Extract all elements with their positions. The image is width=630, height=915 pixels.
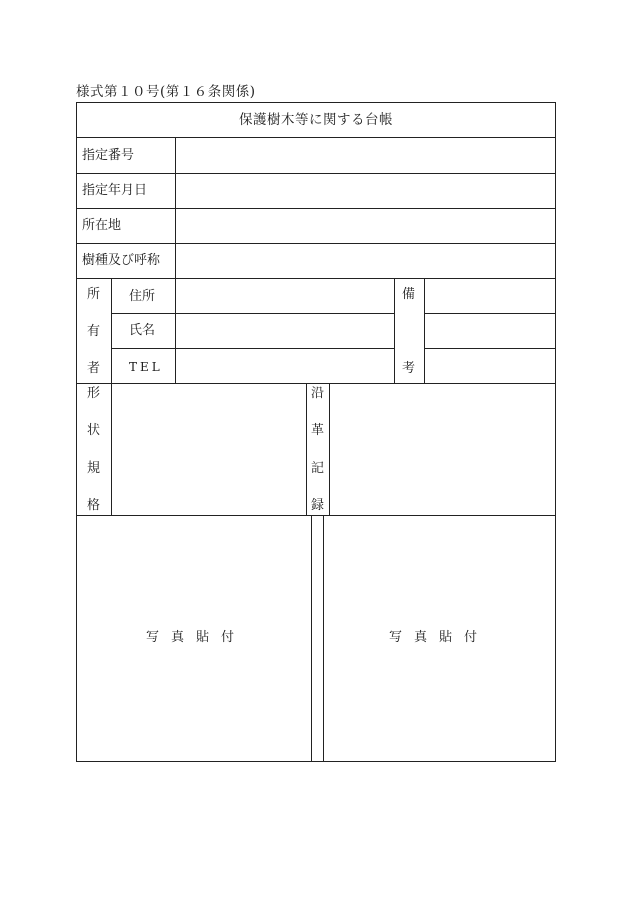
owner-heading-char: 者 (87, 361, 101, 376)
location-label: 所在地 (82, 218, 122, 233)
grid-line (311, 515, 312, 762)
grid-line (323, 515, 324, 762)
grid-line (111, 348, 394, 349)
grid-line (76, 137, 556, 138)
grid-line (111, 278, 112, 383)
history-record-char: 沿 (311, 386, 325, 401)
photo-placeholder-left: 写真貼付 (145, 630, 246, 645)
shape-spec-char: 格 (87, 498, 101, 513)
owner-tel-label: TEL (129, 360, 163, 374)
owner-address-label: 住所 (129, 289, 156, 304)
species-name-label: 樹種及び呼称 (82, 253, 161, 268)
history-record-char: 録 (311, 498, 325, 513)
photo-placeholder-right: 写真貼付 (388, 630, 489, 645)
grid-line (76, 278, 556, 279)
shape-spec-char: 形 (87, 386, 101, 401)
designation-date-label: 指定年月日 (82, 183, 148, 198)
form-number: 様式第１０号(第１６条関係) (76, 84, 256, 100)
grid-line (76, 173, 556, 174)
grid-line (306, 383, 307, 515)
grid-line (76, 383, 556, 384)
grid-line (394, 278, 395, 383)
grid-line (111, 383, 112, 515)
grid-line (76, 208, 556, 209)
history-record-char: 記 (311, 461, 325, 476)
history-record-char: 革 (311, 423, 325, 438)
owner-heading-char: 有 (87, 324, 101, 339)
remarks-char: 備 (402, 287, 416, 302)
grid-line (175, 137, 176, 278)
grid-line (424, 278, 425, 383)
grid-line (111, 313, 394, 314)
grid-line (424, 348, 556, 349)
grid-line (329, 383, 330, 515)
remarks-char: 考 (402, 361, 416, 376)
tree-ledger-form (76, 102, 556, 762)
grid-line (175, 278, 176, 383)
grid-line (424, 313, 556, 314)
designation-number-label: 指定番号 (82, 148, 135, 163)
shape-spec-char: 規 (87, 461, 101, 476)
grid-line (76, 243, 556, 244)
shape-spec-char: 状 (87, 423, 101, 438)
owner-heading-char: 所 (87, 287, 101, 302)
ledger-title: 保護樹木等に関する台帳 (239, 112, 393, 128)
owner-name-label: 氏名 (129, 323, 156, 338)
grid-line (76, 515, 556, 516)
